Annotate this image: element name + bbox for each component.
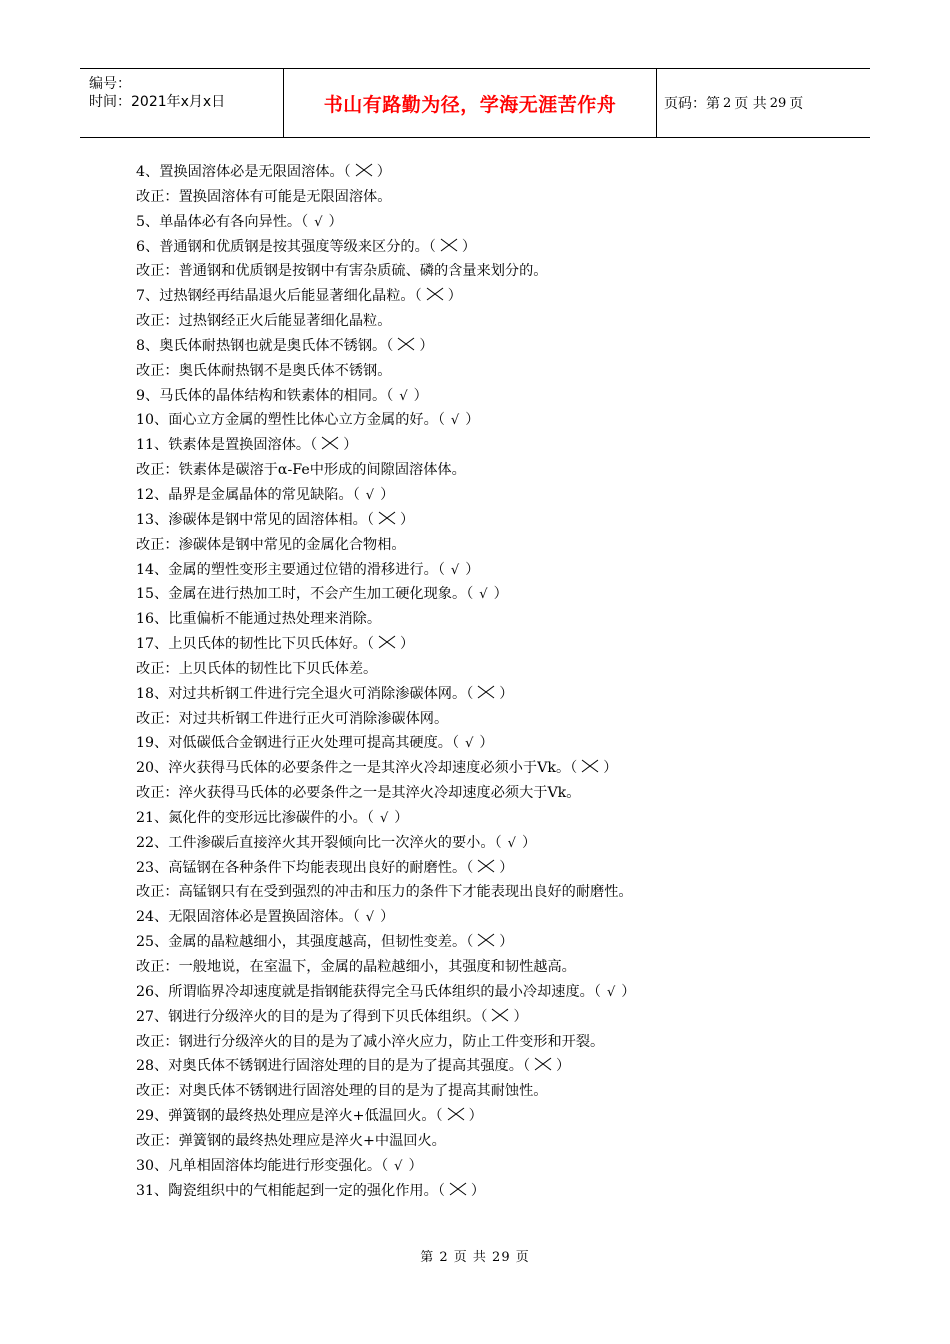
closing-paren: ） (380, 486, 395, 503)
line-text: 改正：奥氏体耐热钢不是奥氏体不锈钢。 (136, 362, 392, 379)
check-mark-icon: √ (379, 810, 389, 826)
line-text: 改正：置换固溶体有可能是无限固溶体。 (136, 188, 392, 205)
statement-line (136, 1005, 856, 1030)
correction-line (136, 781, 856, 806)
statement-line (136, 831, 856, 856)
statement-line (136, 334, 856, 359)
statement-line (136, 1179, 856, 1204)
line-text: 改正：钢进行分级淬火的目的是为了减小淬火应力，防止工件变形和开裂。 (136, 1033, 605, 1050)
closing-paren: ） (521, 834, 537, 851)
line-text: 18、对过共析钢工件进行完全退火可消除渗碳体网。（ (136, 685, 474, 702)
closing-paren: ） (413, 387, 428, 404)
statement-line (136, 856, 856, 881)
statement-line (136, 930, 856, 955)
header-motto-cell (283, 69, 657, 137)
motto: 书山有路勤为径，学海无涯苦作舟 (323, 93, 617, 116)
correction-line (136, 309, 856, 334)
line-text: 改正：过热钢经正火后能显著细化晶粒。 (136, 313, 392, 330)
closing-paren: ） (479, 735, 494, 752)
statement-line (136, 384, 856, 409)
header-page-info (656, 69, 878, 137)
check-mark-icon: √ (465, 736, 474, 752)
statement-line (136, 905, 856, 930)
line-text: 17、上贝氏体的韧性比下贝氏体好。（ (136, 636, 374, 653)
statement-line (136, 433, 856, 458)
closing-paren: ） (380, 909, 395, 926)
cross-mark-icon (378, 633, 396, 647)
correction-line (136, 458, 856, 483)
page-prefix: 页码：第 (664, 96, 720, 112)
correction-line (136, 707, 856, 732)
line-text: 15、金属在进行热加工时，不会产生加工硬化现象。（ (136, 586, 474, 603)
line-text: 改正：铁素体是碳溶于α-Fe中形成的间隙固溶体体。 (136, 462, 466, 479)
line-text: 28、对奥氏体不锈钢进行固溶处理的目的是为了提高其强度。（ (136, 1058, 531, 1075)
statement-line (136, 558, 856, 583)
closing-paren: ） (499, 685, 514, 702)
line-text: 31、陶瓷组织中的气相能起到一定的强化作用。（ (136, 1182, 445, 1199)
document-body (136, 160, 856, 1203)
line-text: 5、单晶体必有各向异性。（ (136, 213, 309, 230)
page-header (80, 68, 870, 138)
closing-paren: ） (399, 636, 415, 653)
correction-line (136, 657, 856, 682)
line-text: 12、晶界是金属晶体的常见缺陷。（ (136, 486, 360, 503)
check-mark-icon: √ (479, 587, 488, 603)
correction-line (136, 955, 856, 980)
cross-mark-icon (491, 1006, 509, 1020)
cross-mark-icon (321, 434, 339, 448)
line-text: 改正：淬火获得马氏体的必要条件之一是其淬火冷却速度必须大于Vk。 (136, 785, 581, 802)
check-mark-icon: √ (606, 984, 616, 1000)
line-text: 25、金属的晶粒越细小，其强度越高，但韧性变差。（ (136, 934, 474, 951)
line-text: 21、氮化件的变形远比渗碳件的小。（ (136, 809, 374, 826)
closing-paren: ） (399, 511, 415, 528)
line-text: 10、面心立方金属的塑性比体心立方金属的好。（ (136, 412, 445, 429)
statement-line (136, 1104, 856, 1129)
closing-paren: ） (394, 809, 409, 826)
closing-paren: ） (621, 983, 636, 1000)
line-text: 改正：对奥氏体不锈钢进行固溶处理的目的是为了提高其耐蚀性。 (136, 1083, 548, 1100)
line-text: 26、所谓临界冷却速度就是指钢能获得完全马氏体组织的最小冷却速度。（ (136, 983, 601, 1000)
page-mid: 页 共 (734, 96, 767, 112)
closing-paren: ） (343, 437, 358, 454)
date-label: 时间：2021年x月x日 (89, 94, 226, 110)
statement-line (136, 160, 856, 185)
cross-mark-icon (440, 236, 458, 250)
line-text: 30、凡单相固溶体均能进行形变强化。（ (136, 1157, 389, 1174)
cross-mark-icon (477, 683, 495, 697)
statement-line (136, 980, 856, 1005)
closing-paren: ） (447, 288, 462, 305)
cross-mark-icon (397, 335, 415, 349)
line-text: 16、比重偏析不能通过热处理来消除。 (136, 611, 382, 628)
closing-paren: ） (499, 934, 514, 951)
check-mark-icon: √ (394, 1158, 403, 1174)
line-text: 13、渗碳体是钢中常见的固溶体相。（ (136, 511, 374, 528)
check-mark-icon: √ (314, 214, 323, 230)
line-text: 14、金属的塑性变形主要通过位错的滑移进行。（ (136, 561, 445, 578)
line-text: 改正：渗碳体是钢中常见的金属化合物相。 (136, 536, 406, 553)
line-text: 6、普通钢和优质钢是按其强度等级来区分的。（ (136, 238, 436, 255)
closing-paren: ） (465, 412, 480, 429)
statement-line (136, 682, 856, 707)
closing-paren: ） (556, 1058, 571, 1075)
check-mark-icon: √ (365, 487, 375, 503)
statement-line (136, 1154, 856, 1179)
line-text: 改正：弹簧钢的最终热处理应是淬火+中温回火。 (136, 1132, 446, 1149)
correction-line (136, 880, 856, 905)
cross-mark-icon (355, 161, 373, 175)
statement-line (136, 806, 856, 831)
line-text: 24、无限固溶体必是置换固溶体。（ (136, 909, 360, 926)
statement-line (136, 284, 856, 309)
statement-line (136, 582, 856, 607)
statement-line (136, 408, 856, 433)
closing-paren: ） (603, 760, 618, 777)
closing-paren: ） (419, 337, 434, 354)
line-text: 改正：一般地说，在室温下，金属的晶粒越细小，其强度和韧性越高。 (136, 959, 576, 975)
line-text: 22、工件渗碳后直接淬火其开裂倾向比一次淬火的要小。（ (136, 834, 502, 851)
correction-line (136, 185, 856, 210)
cross-mark-icon (447, 1105, 465, 1119)
cross-mark-icon (477, 931, 495, 945)
correction-line (136, 533, 856, 558)
line-text: 9、马氏体的晶体结构和铁素体的相同。（ (136, 387, 394, 404)
statement-line (136, 731, 856, 756)
header-meta (80, 69, 283, 137)
check-mark-icon: √ (450, 562, 460, 578)
closing-paren: ） (376, 164, 391, 180)
page-suffix: 页 (789, 96, 804, 112)
line-text: 23、高锰钢在各种条件下均能表现出良好的耐磨性。（ (136, 859, 474, 876)
line-text: 27、钢进行分级淬火的目的是为了得到下贝氏体组织。（ (136, 1008, 488, 1025)
cross-mark-icon (581, 757, 599, 771)
line-text: 29、弹簧钢的最终热处理应是淬火+低温回火。（ (136, 1108, 443, 1125)
line-text: 改正：对过共析钢工件进行正火可消除渗碳体网。 (136, 710, 449, 727)
line-text: 8、奥氏体耐热钢也就是奥氏体不锈钢。（ (136, 337, 394, 354)
line-text: 4、置换固溶体必是无限固溶体。（ (136, 164, 351, 180)
closing-paren: ） (513, 1008, 528, 1025)
statement-line (136, 483, 856, 508)
correction-line (136, 1129, 856, 1154)
statement-line (136, 210, 856, 235)
closing-paren: ） (499, 859, 514, 876)
correction-line (136, 1030, 856, 1055)
correction-line (136, 1079, 856, 1104)
line-text: 7、过热钢经再结晶退火后能显著细化晶粒。（ (136, 288, 422, 305)
page-total: 29 (769, 95, 787, 111)
line-text: 11、铁素体是置换固溶体。（ (136, 437, 318, 454)
closing-paren: ） (465, 561, 480, 578)
check-mark-icon: √ (399, 388, 408, 404)
closing-paren: ） (408, 1157, 423, 1174)
statement-line (136, 1054, 856, 1079)
line-text: 19、对低碳低合金钢进行正火处理可提高其硬度。（ (136, 735, 460, 752)
cross-mark-icon (378, 509, 396, 523)
cross-mark-icon (477, 857, 495, 871)
closing-paren: ） (470, 1182, 486, 1199)
check-mark-icon: √ (507, 835, 516, 851)
serial-label: 编号： (89, 76, 131, 92)
page-footer: 第 2 页 共 29 页 (420, 1250, 530, 1265)
closing-paren: ） (493, 586, 508, 603)
statement-line (136, 632, 856, 657)
cross-mark-icon (534, 1055, 552, 1069)
statement-line (136, 607, 856, 632)
statement-line (136, 756, 856, 781)
page-current: 2 (723, 95, 732, 111)
cross-mark-icon (449, 1180, 467, 1194)
correction-line (136, 259, 856, 284)
statement-line (136, 235, 856, 260)
cross-mark-icon (426, 285, 444, 299)
line-text: 20、淬火获得马氏体的必要条件之一是其淬火冷却速度必须小于Vk。（ (136, 760, 578, 777)
closing-paren: ） (461, 238, 477, 255)
closing-paren: ） (468, 1108, 483, 1125)
statement-line (136, 508, 856, 533)
check-mark-icon: √ (450, 413, 460, 429)
check-mark-icon: √ (365, 910, 375, 926)
line-text: 改正：普通钢和优质钢是按钢中有害杂质硫、磷的含量来划分的。 (136, 263, 548, 280)
line-text: 改正：高锰钢只有在受到强烈的冲击和压力的条件下才能表现出良好的耐磨性。 (136, 884, 633, 901)
line-text: 改正：上贝氏体的韧性比下贝氏体差。 (136, 660, 378, 677)
closing-paren: ） (328, 213, 343, 230)
correction-line (136, 359, 856, 384)
